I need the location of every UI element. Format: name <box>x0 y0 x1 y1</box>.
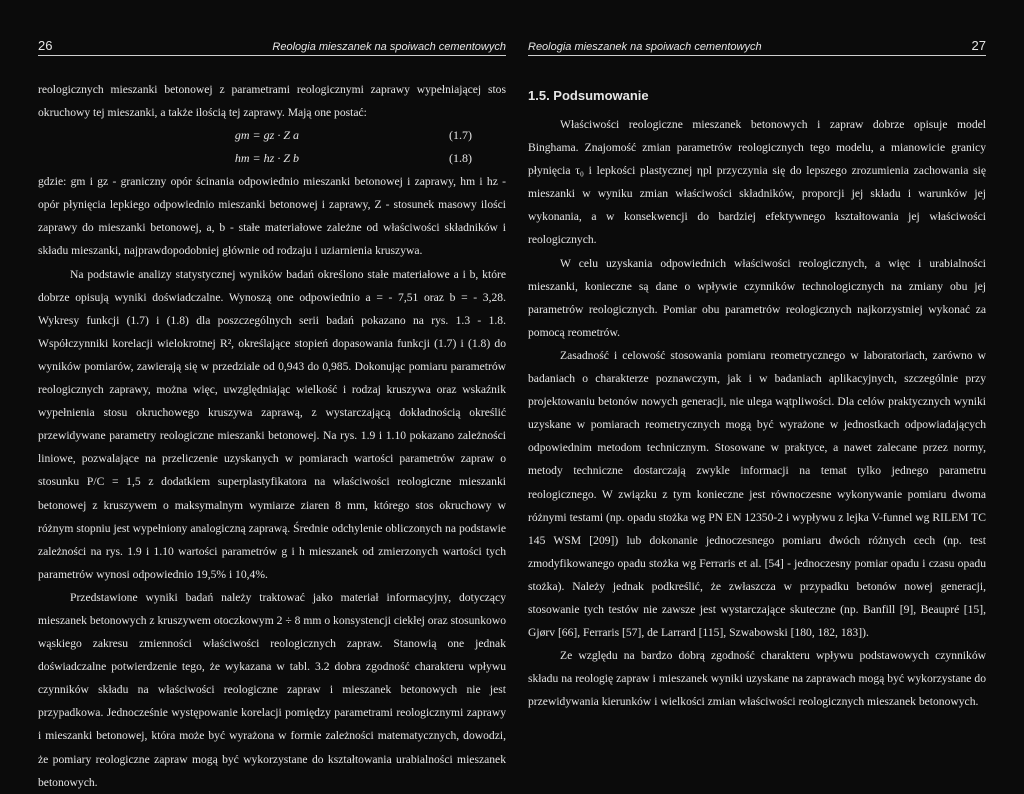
right-page-number: 27 <box>971 38 986 53</box>
right-running-head: Reologia mieszanek na spoiwach cementowych <box>528 41 762 53</box>
right-paragraph-1: Właściwości reologiczne mieszanek betonowych i zapraw dobrze opisuje model Binghama. Znajomość zmian parametrów reologicznych tego modelu, a mianowicie granicy płynięcia τ₀ i lepkości plastycznej ηpl przyczynia się do lepszego zrozumienia zachowania się mieszanki w wyniku zmian właściwości składników, proporcji jej składu i warunków jej wykonania, a w konsekwencji do bardziej efektywnego kształtowania jej właściwości reologicznych. <box>528 118 986 247</box>
right-page <box>518 0 1024 776</box>
section-heading: 1.5. Podsumowanie <box>528 88 649 103</box>
right-paragraph-3: Zasadność i celowość stosowania pomiaru reometrycznego w laboratoriach, zarówno w badaniach o charakterze poznawczym, jak i w badaniach aplikacyjnych, szczególnie przy projektowaniu betonów nowych generacji, nie ulega wątpliwości. Dla celów praktycznych wyniki uzyskane w pomiarach reometrycznych mogą być wyrażone w jednostkach odpowiadających odpowiednim metodom technicznym. Stosowane w praktyce, a nawet zalecane przez normy, metody techniczne dostarczają zwykle informacji na temat tylko jednego parametru reologicznego. W związku z tym konieczne jest równoczesne wykonywanie pomiaru dwoma różnymi testami (np. opadu stożka wg PN EN 12350-2 i wypływu z lejka V-funnel wg RILEM TC 145 WSM [209]) lub dokonanie jednoczesnego pomiaru dwóch różnych cech (np. test zmodyfikowanego opadu stożka wg Ferraris et al. [54] - jednoczesny pomiar opadu i czasu opadu stożka). Należy jednak podkreślić, że zwłaszcza w przypadku betonów nowej generacji, stosowanie tych testów nie zawsze jest wystarczające skuteczne (np. Banfill [9], Beaupré [15], Gjørv [66], Ferraris [57], de Larrard [115], Szwabowski [180, 182, 183]). <box>528 348 986 640</box>
left-page-number: 26 <box>38 38 53 53</box>
formula-1-7 <box>38 124 506 147</box>
formula-1-7-number: (1.7) <box>449 128 472 143</box>
formula-1-7-expression: gm = gz · Z a <box>234 128 299 143</box>
formula-1-8-number: (1.8) <box>449 151 472 166</box>
left-running-head: Reologia mieszanek na spoiwach cementowych <box>272 41 506 53</box>
left-page-body <box>38 78 506 794</box>
left-page-header <box>38 38 506 56</box>
formula-1-8 <box>38 147 506 170</box>
right-paragraph-2: W celu uzyskania odpowiednich właściwości reologicznych, a więc i urabialności mieszanki, konieczne są dane o wpływie czynników technologicznych na zmiany obu jej parametrów reologicznych. Pomiar obu parametrów reologicznych najkorzystniej wykonać za pomocą reometrów. <box>528 256 986 339</box>
left-paragraph-3: Na podstawie analizy statystycznej wyników badań określono stałe materiałowe a i b, które dobrze opisują wyniki doświadczalne. Wynoszą one odpowiednio a = - 7,51 oraz b = - 3,28. Wykresy funkcji (1.7) i (1.8) dla poszczególnych serii badań pokazano na rys. 1.3 - 1.8. Współczynniki korelacji wielokrotnej R², określające stopień dopasowania funkcji (1.7) i (1.8) do wyników pomiarów, zawierają się w przedziale od 0,943 do 0,985. Dokonując pomiaru parametrów reologicznych zaprawy, można więc, uwzględniając wielkość i rodzaj kruszywa oraz wskaźnik wypełnienia stosu okruchowego kruszywa zaprawą, z wystarczającą dokładnością określić przewidywane parametry reologiczne mieszanki betonowej. Na rys. 1.9 i 1.10 pokazano zależności liniowe, pozwalające na przeliczenie uzyskanych w pomiarach wartości parametrów zapraw o stosunku P/C = 1,5 z dodatkiem superplastyfikatora na właściwości reologiczne mieszanki betonowej z kruszywem o maksymalnym wymiarze ziaren 8 mm, którego stos okruchowy w różnym stopniu jest wypełniony analogiczną zaprawą. Średnie odchylenie obliczonych na podstawie zależności na rys. 1.9 i 1.10 wartości parametrów g i h mieszanek od zmierzonych wartości tych parametrów wynosi odpowiednio 19,5% i 10,4%. <box>38 267 506 581</box>
right-page-header <box>528 38 986 56</box>
left-paragraph-1: reologicznych mieszanki betonowej z parametrami reologicznymi zaprawy wypełniającej stos okruchowy tej mieszanki, a także ilością tej zaprawy. Mają one postać: <box>38 83 506 120</box>
left-paragraph-2: gdzie: gm i gz - graniczny opór ścinania odpowiednio mieszanki betonowej i zaprawy, hm i hz - opór płynięcia lepkiego odpowiednio mieszanki betonowej i zaprawy, Z - stosunek masowy ilości zaprawy do mieszanki betonowej, a, b - stałe materiałowe zależne od właściwości składników i składu mieszanki, najprawdopodobniej głównie od rodzaju i uziarnienia kruszywa. <box>38 175 506 258</box>
right-page-body <box>528 113 986 713</box>
right-paragraph-4: Ze względu na bardzo dobrą zgodność charakteru wpływu podstawowych czynników składu na reologię zapraw i mieszanek wyniki uzyskane na zaprawach mogą być wykorzystane do przewidywania kierunków i wielkości zmian właściwości reologicznych mieszanek betonowych. <box>528 649 986 709</box>
formula-1-8-expression: hm = hz · Z b <box>234 151 299 166</box>
left-paragraph-4: Przedstawione wyniki badań należy traktować jako materiał informacyjny, dotyczący mieszanek betonowych z kruszywem otoczkowym 2 ÷ 8 mm o konsystencji ciekłej oraz stosunkowo wąskiego zakresu zmienności właściwości reologicznych zapraw. Stanowią one jednak doświadczalne potwierdzenie tego, że wykazana w tabl. 3.2 dobra zgodność charakteru wpływu czynników składu na właściwości reologiczne zapraw i mieszanek betonowych nie jest przypadkowa. Jednocześnie występowanie korelacji pomiędzy parametrami reologicznymi zaprawy i mieszanki betonowej, która może być wyrażona w formie zależności matematycznych, dowodzi, że pomiary reologiczne zapraw mogą być wykorzystane do kształtowania urabialności mieszanek betonowych. <box>38 590 506 789</box>
